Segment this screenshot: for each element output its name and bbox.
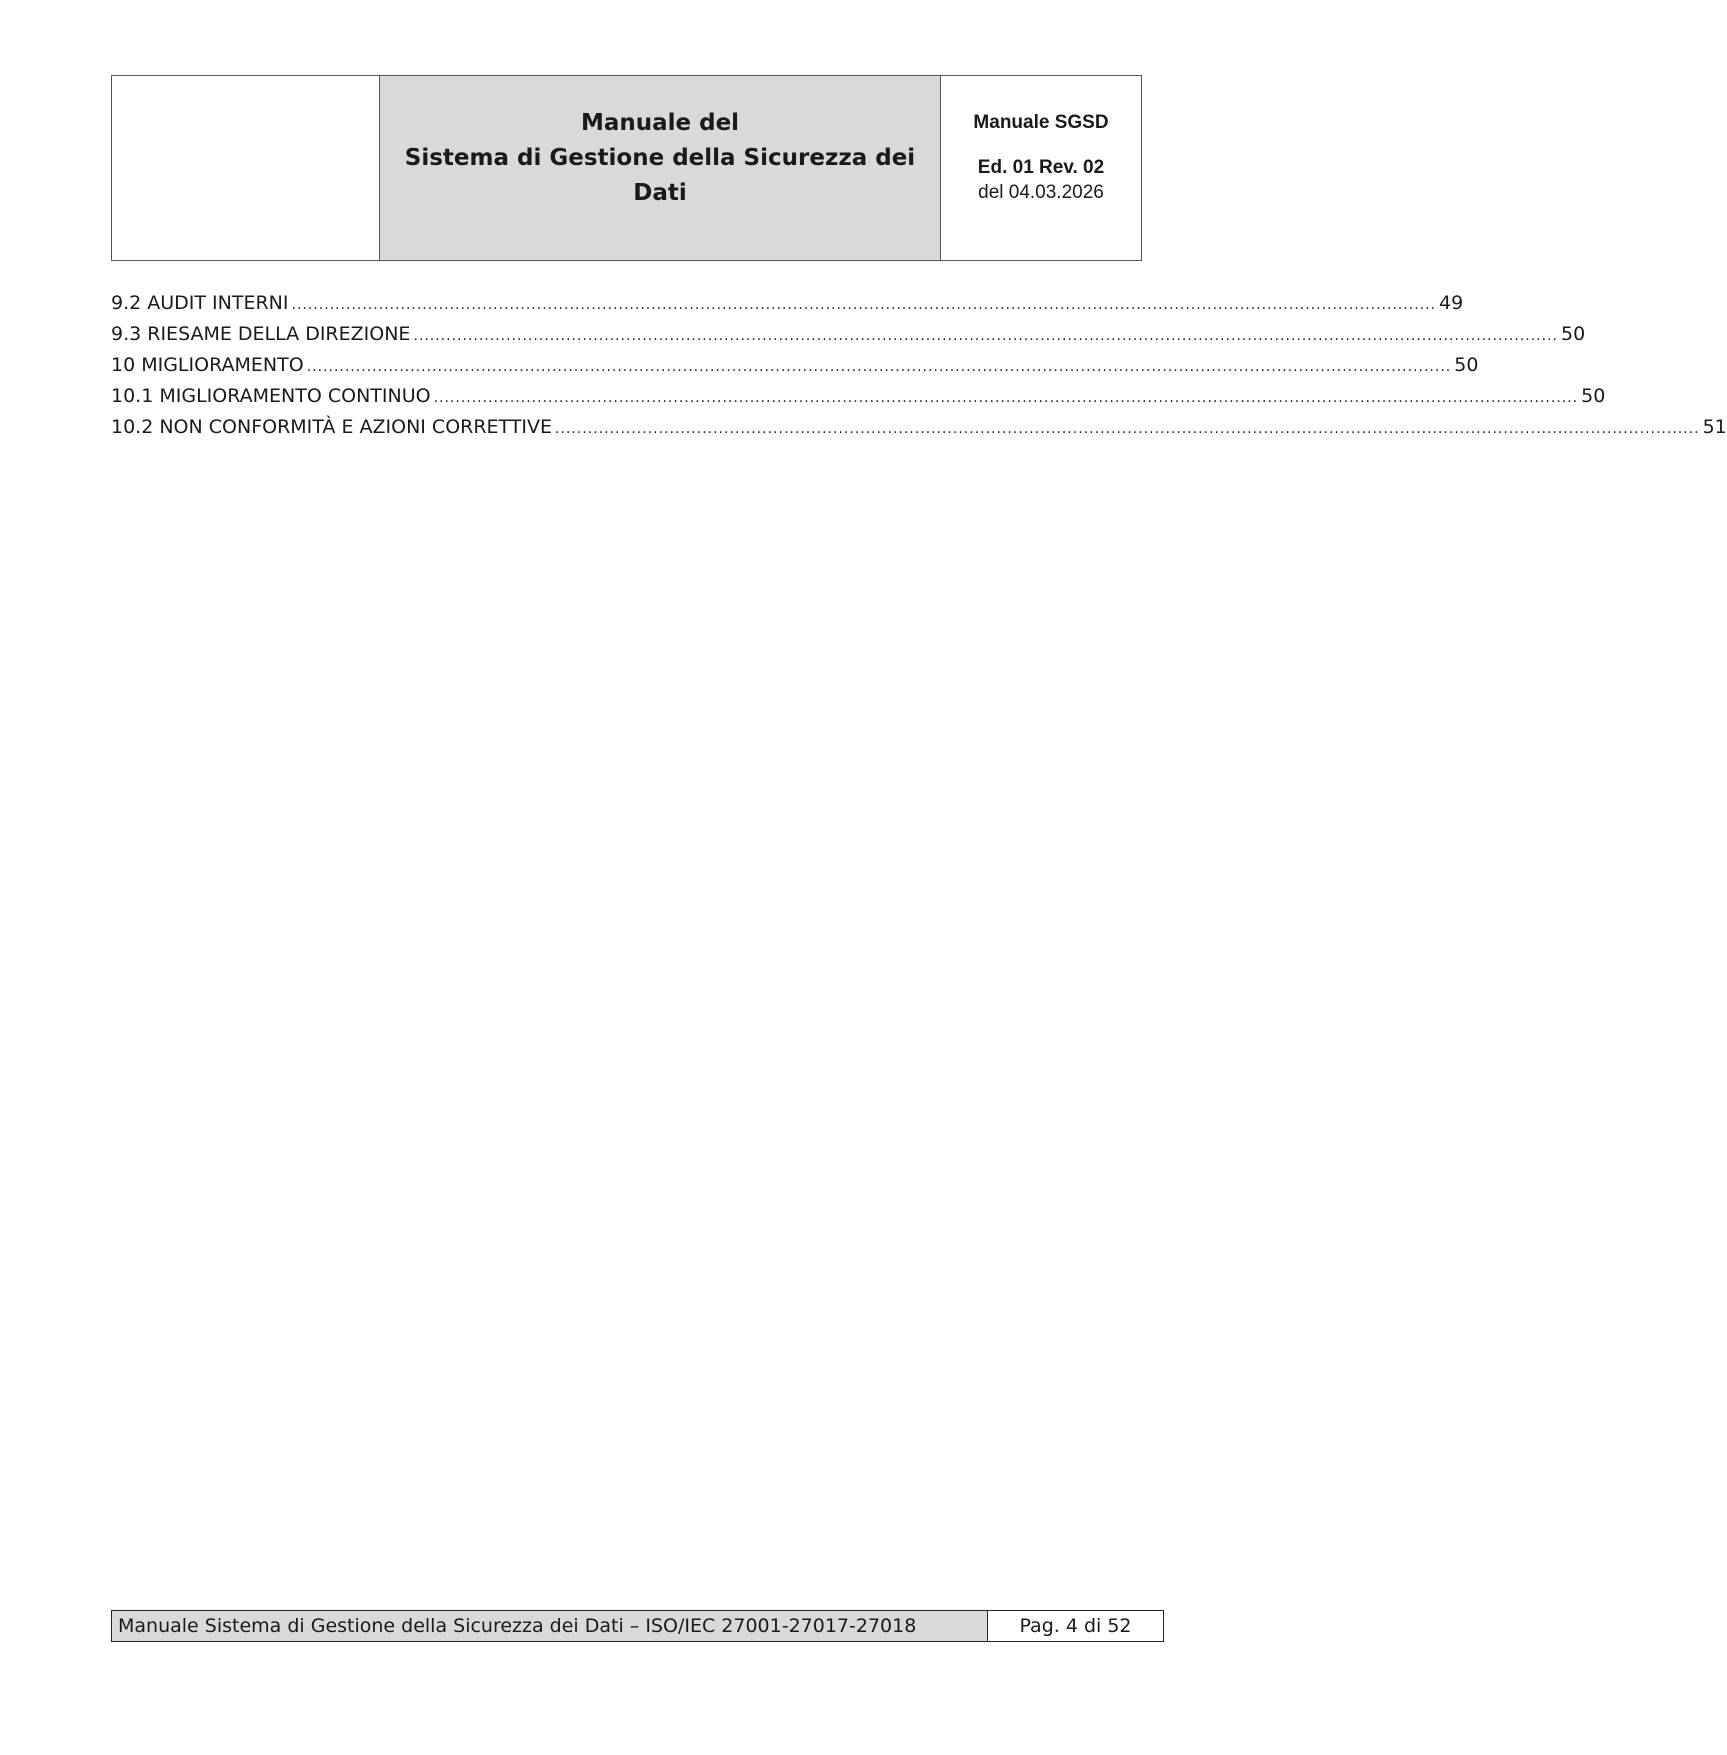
toc-entry-label: 9.2 AUDIT INTERNI — [111, 292, 289, 314]
document-header — [111, 75, 1142, 261]
document-meta — [941, 76, 1141, 260]
toc-entry-page: 50 — [1454, 354, 1479, 376]
title-line-1: Manuale del — [580, 109, 740, 136]
toc-entry-page: 50 — [1581, 385, 1606, 407]
footer-page-number: Pag. 4 di 52 — [988, 1611, 1163, 1641]
toc-leader-dots: .................................................................................................................................................................................................................. — [555, 421, 1700, 437]
toc-entry[interactable] — [111, 323, 1586, 354]
toc-entry[interactable] — [111, 385, 1606, 416]
toc-entry-label: 10.1 MIGLIORAMENTO CONTINUO — [111, 385, 431, 407]
table-of-contents — [111, 292, 1727, 447]
document-title — [380, 76, 941, 260]
document-footer — [111, 1610, 1164, 1642]
edition-revision: Ed. 01 Rev. 02 — [977, 157, 1105, 178]
toc-entry-label: 10 MIGLIORAMENTO — [111, 354, 304, 376]
toc-leader-dots: .................................................................................................................................................................................................................. — [433, 390, 1579, 406]
revision-date: del 04.03.2026 — [978, 182, 1104, 203]
toc-entry-page: 51 — [1702, 416, 1727, 438]
toc-entry-page: 50 — [1560, 323, 1586, 345]
footer-document-title: Manuale Sistema di Gestione della Sicurezza dei Dati – ISO/IEC 27001-27017-27018 — [112, 1611, 988, 1641]
toc-leader-dots: .................................................................................................................................................................................................................. — [291, 297, 1437, 313]
toc-entry-label: 9.3 RIESAME DELLA DIREZIONE — [111, 323, 411, 345]
toc-entry[interactable] — [111, 354, 1479, 385]
toc-entry[interactable] — [111, 292, 1464, 323]
toc-entry-label: 10.2 NON CONFORMITÀ E AZIONI CORRETTIVE — [111, 416, 553, 438]
toc-leader-dots: .................................................................................................................................................................................................................. — [306, 359, 1452, 375]
logo-cell — [112, 76, 380, 260]
toc-entry[interactable] — [111, 416, 1727, 447]
title-line-2: Sistema di Gestione della Sicurezza dei Dati — [404, 144, 916, 206]
toc-leader-dots: .................................................................................................................................................................................................................. — [413, 328, 1558, 344]
doc-code: Manuale SGSD — [973, 112, 1109, 133]
toc-entry-page: 49 — [1439, 292, 1464, 314]
